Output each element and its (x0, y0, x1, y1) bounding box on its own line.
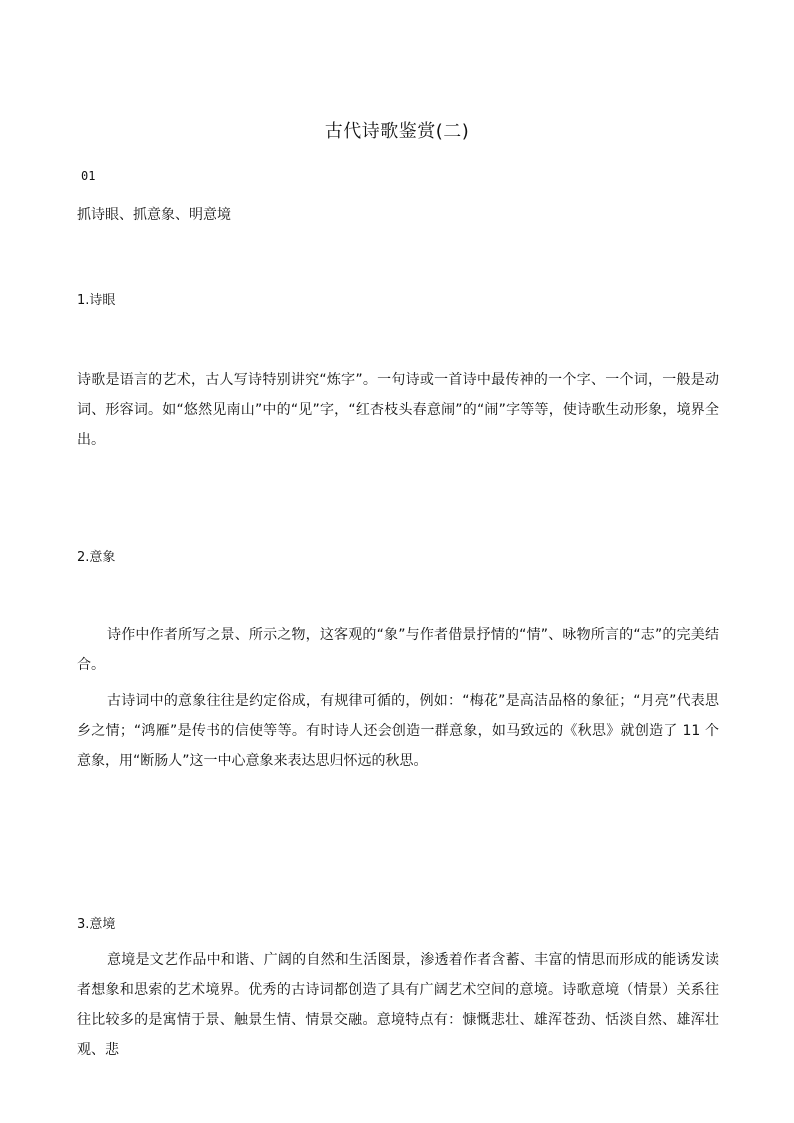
section-title: 抓诗眼、抓意象、明意境 (77, 207, 231, 223)
paragraph-artistic-conception: 意境是文艺作品中和谐、广阔的自然和生活图景，渗透着作者含蓄、丰富的情思而形成的能诱发读者想象和思索的艺术境界。优秀的古诗词都创造了具有广阔艺术空间的意境。诗歌意境（情景）关系往往比较多的是寓情于景、触景生情、情景交融。意境特点有：慷慨悲壮、雄浑苍劲、恬淡自然、雄浑壮观、悲 (77, 952, 719, 1058)
section-number: 01 (81, 169, 96, 183)
heading-artistic-conception: 3.意境 (77, 917, 116, 932)
paragraph-imagery-2: 古诗词中的意象往往是约定俗成，有规律可循的，例如：“梅花”是高洁品格的象征；“月亮”代表思乡之情；“鸿雁”是传书的信使等等。有时诗人还会创造一群意象，如马致远的《秋思》就创造了 11 个意象，用“断肠人”这一中心意象来表达思归怀远的秋思。 (77, 693, 719, 769)
paragraph-imagery-1: 诗作中作者所写之景、所示之物，这客观的“象”与作者借景抒情的“情”、咏物所言的“志”的完美结合。 (77, 627, 719, 673)
heading-imagery: 2.意象 (77, 550, 116, 565)
heading-poem-eye: 1.诗眼 (77, 293, 116, 308)
page-title: 古代诗歌鉴赏(二) (324, 121, 470, 142)
paragraph-poem-eye: 诗歌是语言的艺术，古人写诗特别讲究“炼字”。一句诗或一首诗中最传神的一个字、一个词，一般是动词、形容词。如“悠然见南山”中的“见”字，“红杏枝头春意闹”的“闹”字等等，使诗歌生动形象，境界全出。 (77, 372, 719, 448)
